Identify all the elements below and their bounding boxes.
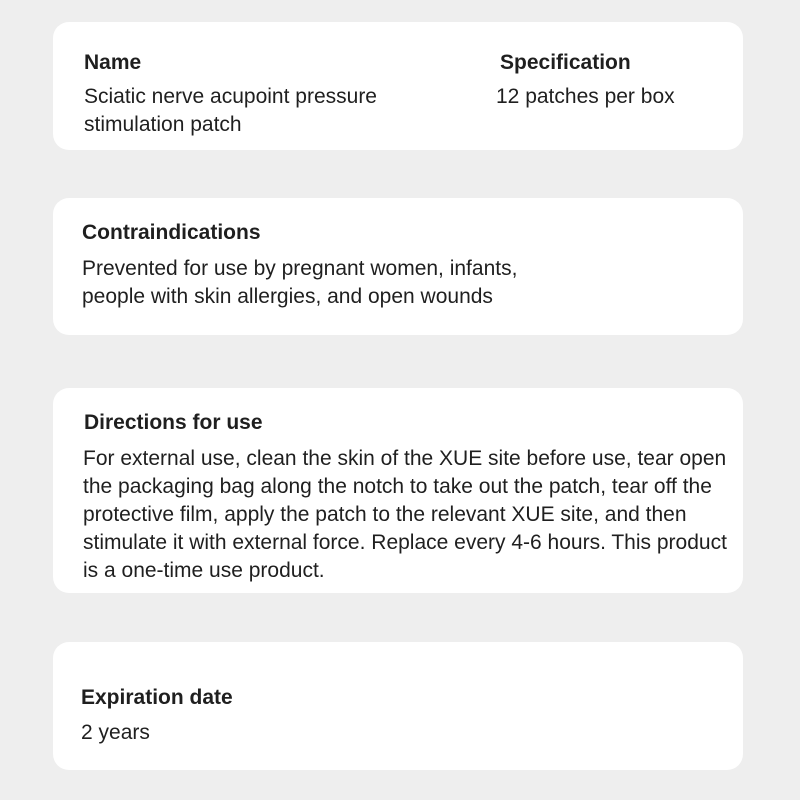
specification-value: 12 patches per box [496,85,675,108]
name-specification-card [53,22,743,150]
expiration-card [53,642,743,770]
specification-heading: Specification [500,51,631,74]
directions-card [53,388,743,593]
name-heading: Name [84,51,142,74]
contraindications-card [53,198,743,335]
contraindications-value: Prevented for use by pregnant women, infants, people with skin allergies, and open wounds [82,257,518,308]
contraindications-heading: Contraindications [82,221,261,244]
expiration-heading: Expiration date [81,686,233,709]
directions-value: For external use, clean the skin of the XUE site before use, tear open the packaging bag along the notch to take out the patch, tear off the protective film, apply the patch to the relevant XUE site, and then stimulate it with external force. Replace every 4-6 hours. This product is a one-time use product. [83,447,727,582]
name-value: Sciatic nerve acupoint pressure stimulation patch [84,85,377,136]
expiration-value: 2 years [81,721,150,744]
directions-heading: Directions for use [84,411,263,434]
